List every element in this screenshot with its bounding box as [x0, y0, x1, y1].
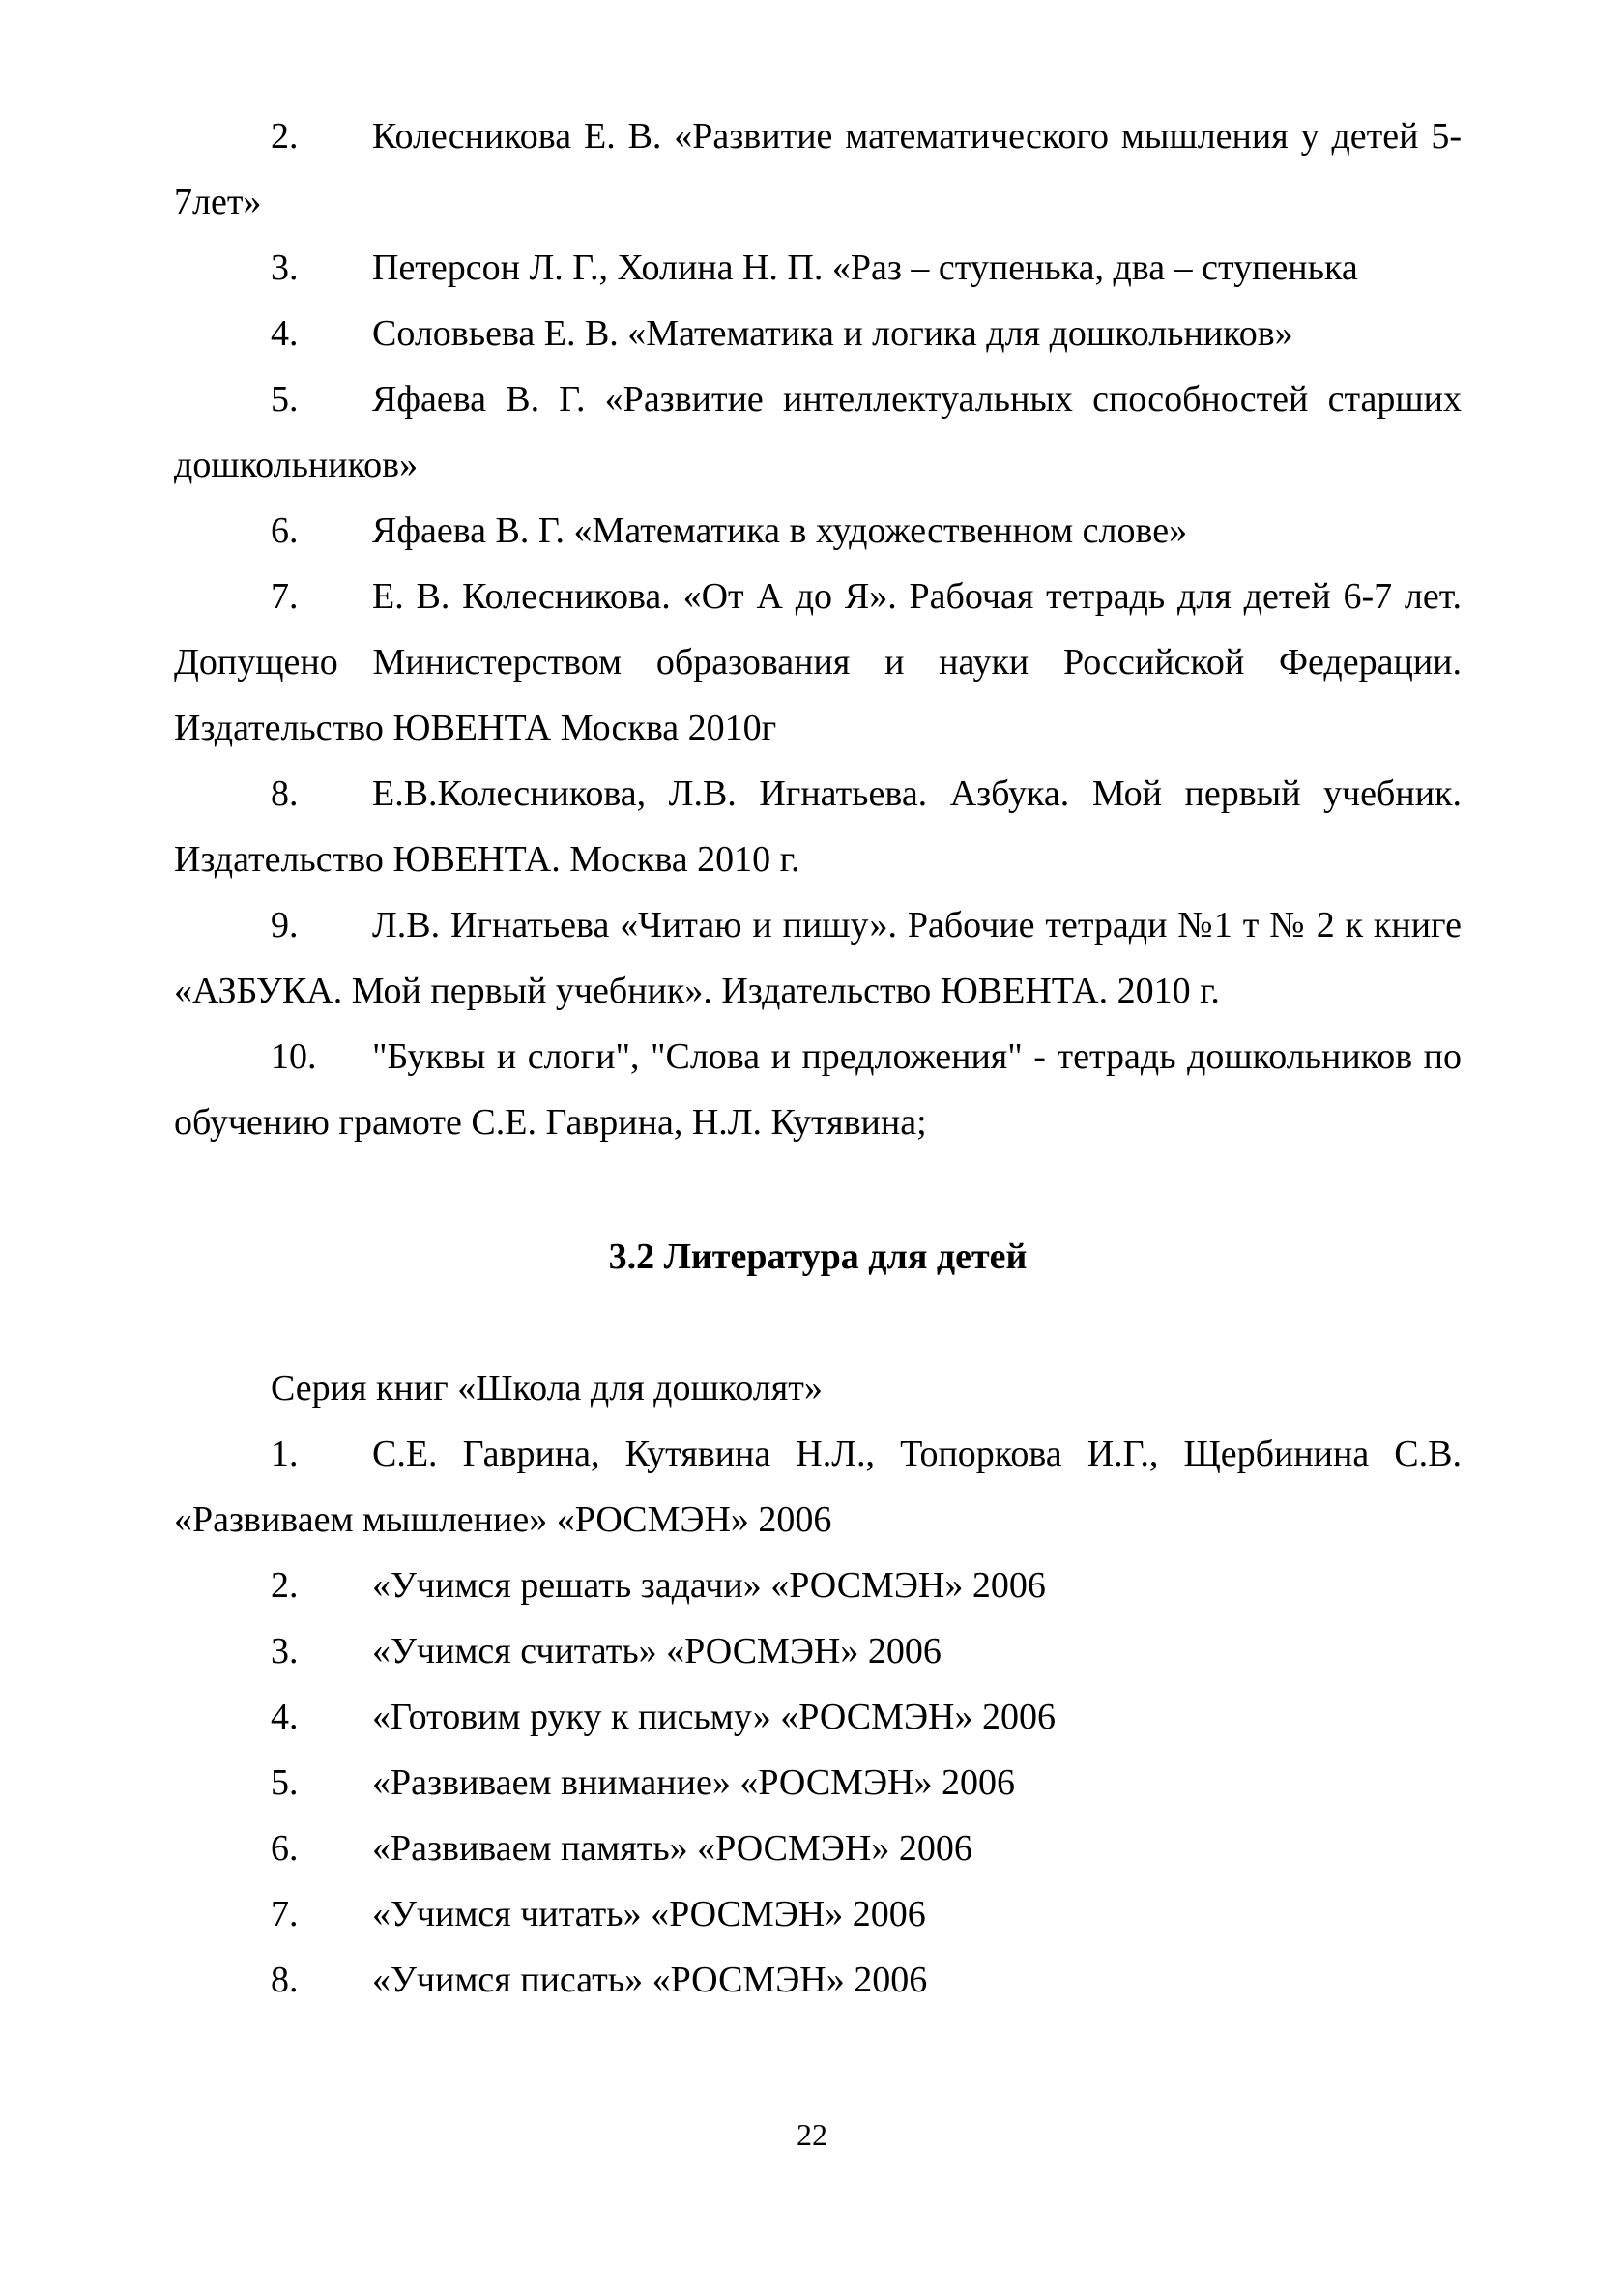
- list-item: [174, 1421, 1462, 1553]
- list-item-text: Колесникова Е. В. «Развитие математического мышления у детей 5-7лет»: [174, 116, 1462, 222]
- list-item: [174, 1684, 1462, 1750]
- list-item-text: «Готовим руку к письму» «РОСМЭН» 2006: [372, 1697, 1056, 1737]
- list-item-number: 2.: [271, 1565, 299, 1606]
- list-item-text: «Развиваем внимание» «РОСМЭН» 2006: [372, 1762, 1015, 1803]
- list-item-number: 1.: [271, 1434, 299, 1474]
- list-item-text: Яфаева В. Г. «Развитие интеллектуальных способностей старших дошкольников»: [174, 379, 1462, 485]
- list-item: [174, 1881, 1462, 1947]
- list-item-number: 6.: [271, 510, 299, 551]
- list-item-number: 7.: [271, 1894, 299, 1934]
- reference-list-children: [174, 1355, 1462, 2013]
- list-item-text: Яфаева В. Г. «Математика в художественном слове»: [372, 510, 1188, 551]
- list-item-number: 5.: [271, 379, 299, 420]
- list-item: [174, 1750, 1462, 1816]
- section-heading: 3.2 Литература для детей: [608, 1236, 1028, 1277]
- list-item-text: Л.В. Игнатьева «Читаю и пишу». Рабочие тетради №1 т № 2 к книге «АЗБУКА. Мой первый учебник». Издательство ЮВЕНТА. 2010 г.: [174, 905, 1462, 1011]
- list-item: [174, 103, 1462, 235]
- list-item-text: «Развиваем память» «РОСМЭН» 2006: [372, 1828, 972, 1869]
- list-item-number: 9.: [271, 905, 299, 945]
- list-item-number: 5.: [271, 1762, 299, 1803]
- list-item: [174, 1024, 1462, 1155]
- list-item: [174, 761, 1462, 892]
- list-item-number: 2.: [271, 116, 299, 157]
- list-item-number: 10.: [271, 1036, 317, 1077]
- list-item-text: Петерсон Л. Г., Холина Н. П. «Раз – ступенька, два – ступенька: [372, 247, 1358, 288]
- list-item: [174, 1618, 1462, 1684]
- list-item: [174, 235, 1462, 301]
- reference-list-methodical: [174, 103, 1462, 1155]
- list-item: [174, 892, 1462, 1024]
- list-item: [174, 1553, 1462, 1618]
- list-item-number: 4.: [271, 1697, 299, 1737]
- list-item: [174, 1947, 1462, 2013]
- list-item: [174, 498, 1462, 564]
- list-item-text: «Учимся писать» «РОСМЭН» 2006: [372, 1960, 928, 2000]
- list-item-text: Е. В. Колесникова. «От А до Я». Рабочая тетрадь для детей 6-7 лет. Допущено Министерством образования и науки Российской Федерации. Издательство ЮВЕНТА Москва 2010г: [174, 576, 1462, 748]
- list-item-text: «Учимся читать» «РОСМЭН» 2006: [372, 1894, 926, 1934]
- list-item: [174, 301, 1462, 366]
- list-item-number: 4.: [271, 313, 299, 354]
- list-item-text: С.Е. Гаврина, Кутявина Н.Л., Топоркова И.Г., Щербинина С.В. «Развиваем мышление» «РОСМЭН» 2006: [174, 1434, 1462, 1540]
- list-item-number: 8.: [271, 1960, 299, 2000]
- list-item-number: 3.: [271, 1631, 299, 1671]
- list-item-text: Е.В.Колесникова, Л.В. Игнатьева. Азбука. Мой первый учебник. Издательство ЮВЕНТА. Москва 2010 г.: [174, 773, 1462, 880]
- list-item-number: 6.: [271, 1828, 299, 1869]
- list-item-number: 7.: [271, 576, 299, 617]
- list-item: [174, 564, 1462, 761]
- list-item-text: «Учимся решать задачи» «РОСМЭН» 2006: [372, 1565, 1046, 1606]
- list-item-text: "Буквы и слоги", "Слова и предложения" - тетрадь дошкольников по обучению грамоте С.Е. Гаврина, Н.Л. Кутявина;: [174, 1036, 1462, 1143]
- list-item: [174, 1816, 1462, 1881]
- list-item-text: Соловьева Е. В. «Математика и логика для дошкольников»: [372, 313, 1293, 354]
- series-intro: Серия книг «Школа для дошколят»: [271, 1368, 823, 1409]
- list-item-number: 8.: [271, 773, 299, 814]
- list-item-text: «Учимся считать» «РОСМЭН» 2006: [372, 1631, 942, 1671]
- page-number: 22: [797, 2117, 827, 2152]
- list-item: [174, 366, 1462, 498]
- list-item-number: 3.: [271, 247, 299, 288]
